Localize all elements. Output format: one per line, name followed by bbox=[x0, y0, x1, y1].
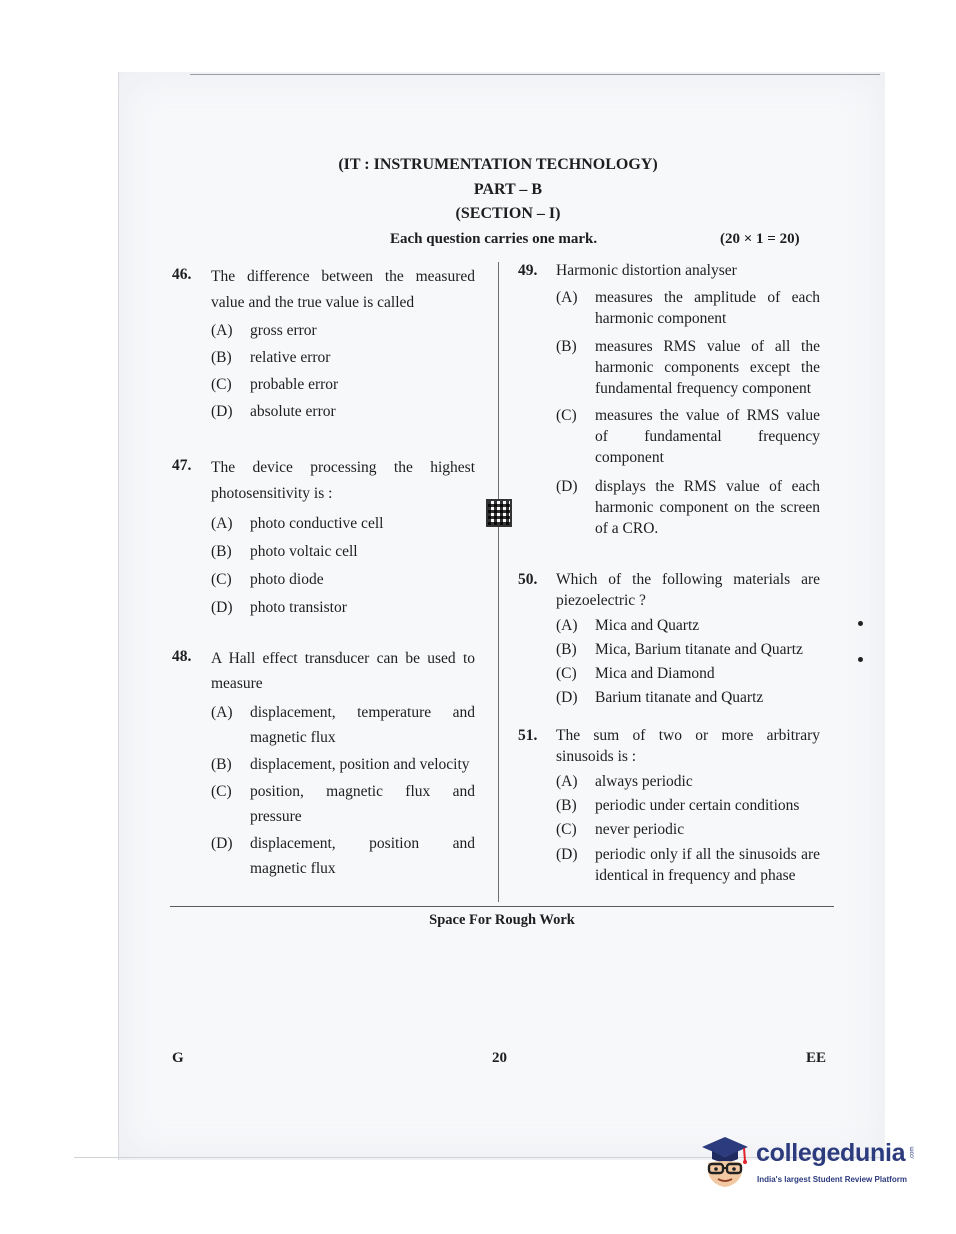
option-label: (A) bbox=[556, 773, 578, 790]
option-b bbox=[211, 538, 475, 566]
option-label: (B) bbox=[556, 338, 577, 355]
option-d bbox=[211, 398, 475, 425]
question-51 bbox=[518, 725, 820, 886]
option-label: (A) bbox=[556, 289, 578, 306]
option-a bbox=[211, 700, 475, 750]
option-text: relative error bbox=[250, 349, 331, 366]
option-text: never periodic bbox=[595, 821, 685, 838]
option-a bbox=[556, 614, 820, 638]
question-number: 47. bbox=[172, 457, 192, 474]
subject-code: EE bbox=[806, 1050, 827, 1066]
option-c bbox=[556, 662, 820, 686]
option-d bbox=[211, 831, 475, 881]
option-label: (B) bbox=[211, 756, 232, 773]
option-text: measures RMS value of all the harmonic components except the fundamental frequency component bbox=[595, 338, 820, 397]
option-b bbox=[211, 752, 475, 777]
option-label: (A) bbox=[211, 515, 233, 532]
option-b bbox=[556, 638, 820, 662]
instruction-text: Each question carries one mark. bbox=[390, 231, 598, 247]
option-a bbox=[556, 287, 820, 329]
option-text: photo conductive cell bbox=[250, 515, 384, 532]
option-c bbox=[556, 818, 820, 842]
brand-tagline: India's largest Student Review Platform bbox=[757, 1175, 907, 1184]
question-49 bbox=[518, 260, 820, 539]
option-text: measures the value of RMS value of fundamental frequency component bbox=[595, 407, 820, 466]
graduate-mascot-icon bbox=[698, 1133, 752, 1191]
option-label: (D) bbox=[556, 689, 578, 706]
question-stem: The sum of two or more arbitrary sinusoids is : bbox=[556, 727, 820, 765]
part-title: PART – B bbox=[473, 181, 543, 198]
question-number: 50. bbox=[518, 571, 538, 588]
page-number: 20 bbox=[492, 1050, 507, 1066]
option-text: displacement, position and velocity bbox=[250, 756, 470, 773]
option-text: Mica and Diamond bbox=[595, 665, 715, 682]
option-text: gross error bbox=[250, 322, 317, 339]
option-a bbox=[211, 317, 475, 344]
option-b bbox=[556, 794, 820, 818]
option-label: (A) bbox=[211, 322, 233, 339]
option-text: always periodic bbox=[595, 773, 693, 790]
option-text: Mica, Barium titanate and Quartz bbox=[595, 641, 803, 658]
rough-work-label: Space For Rough Work bbox=[429, 912, 575, 928]
option-label: (D) bbox=[211, 403, 233, 420]
brand-suffix: .com bbox=[909, 1146, 916, 1160]
option-label: (B) bbox=[211, 349, 232, 366]
option-text: Mica and Quartz bbox=[595, 617, 700, 634]
question-number: 48. bbox=[172, 648, 192, 665]
option-c bbox=[556, 405, 820, 468]
option-label: (C) bbox=[556, 665, 577, 682]
option-text: probable error bbox=[250, 376, 339, 393]
option-label: (B) bbox=[556, 797, 577, 814]
option-label: (D) bbox=[211, 599, 233, 616]
section-title: (SECTION – I) bbox=[455, 205, 561, 222]
option-label: (D) bbox=[211, 835, 233, 852]
option-a bbox=[211, 510, 475, 538]
option-label: (B) bbox=[211, 543, 232, 560]
option-d bbox=[556, 686, 820, 710]
question-number: 51. bbox=[518, 727, 538, 744]
marks-allocation: (20 × 1 = 20) bbox=[720, 231, 800, 247]
option-text: displacement, temperature and magnetic flux bbox=[250, 704, 475, 746]
option-b bbox=[556, 336, 820, 399]
option-label: (D) bbox=[556, 846, 578, 863]
qr-code-icon bbox=[486, 499, 512, 527]
option-label: (C) bbox=[211, 783, 232, 800]
option-label: (C) bbox=[211, 376, 232, 393]
rough-work-rule bbox=[170, 906, 834, 907]
question-stem: Harmonic distortion analyser bbox=[556, 262, 737, 279]
option-text: periodic under certain conditions bbox=[595, 797, 800, 814]
option-d bbox=[211, 594, 475, 622]
option-text: Barium titanate and Quartz bbox=[595, 689, 764, 706]
question-stem: The difference between the measured value and the true value is called bbox=[211, 268, 475, 311]
option-text: periodic only if all the sinusoids are identical in frequency and phase bbox=[595, 846, 820, 884]
question-number: 49. bbox=[518, 262, 538, 279]
column-divider bbox=[498, 262, 499, 902]
question-number: 46. bbox=[172, 266, 192, 283]
option-a bbox=[556, 770, 820, 794]
option-label: (B) bbox=[556, 641, 577, 658]
option-text: position, magnetic flux and pressure bbox=[250, 783, 475, 825]
option-c bbox=[211, 779, 475, 829]
option-label: (C) bbox=[556, 821, 577, 838]
subject-title: (IT : INSTRUMENTATION TECHNOLOGY) bbox=[338, 156, 658, 173]
series-code: G bbox=[172, 1050, 184, 1066]
option-d bbox=[556, 476, 820, 539]
option-d bbox=[556, 844, 820, 886]
option-text: measures the amplitude of each harmonic component bbox=[595, 289, 820, 327]
top-rule bbox=[190, 74, 880, 75]
question-48 bbox=[172, 646, 475, 881]
question-stem: A Hall effect transducer can be used to measure bbox=[211, 650, 475, 692]
option-label: (C) bbox=[211, 571, 232, 588]
question-stem: Which of the following materials are piezoelectric ? bbox=[556, 571, 820, 609]
option-label: (D) bbox=[556, 478, 578, 495]
option-text: photo voltaic cell bbox=[250, 543, 358, 560]
question-46 bbox=[172, 264, 475, 425]
question-50 bbox=[518, 569, 820, 710]
option-text: displacement, position and magnetic flux bbox=[250, 835, 475, 877]
instruction-line bbox=[390, 231, 800, 248]
option-text: absolute error bbox=[250, 403, 336, 420]
question-stem: The device processing the highest photosensitivity is : bbox=[211, 459, 475, 502]
collegedunia-watermark bbox=[698, 1133, 928, 1193]
option-label: (C) bbox=[556, 407, 577, 424]
question-47 bbox=[172, 455, 475, 622]
margin-dot bbox=[858, 621, 863, 626]
option-label: (A) bbox=[556, 617, 578, 634]
margin-dot bbox=[858, 657, 863, 662]
option-text: displays the RMS value of each harmonic component on the screen of a CRO. bbox=[595, 478, 820, 537]
option-text: photo diode bbox=[250, 571, 324, 588]
brand-name: collegedunia bbox=[756, 1139, 906, 1167]
option-text: photo transistor bbox=[250, 599, 347, 616]
option-label: (A) bbox=[211, 704, 233, 721]
option-c bbox=[211, 371, 475, 398]
option-c bbox=[211, 566, 475, 594]
option-b bbox=[211, 344, 475, 371]
